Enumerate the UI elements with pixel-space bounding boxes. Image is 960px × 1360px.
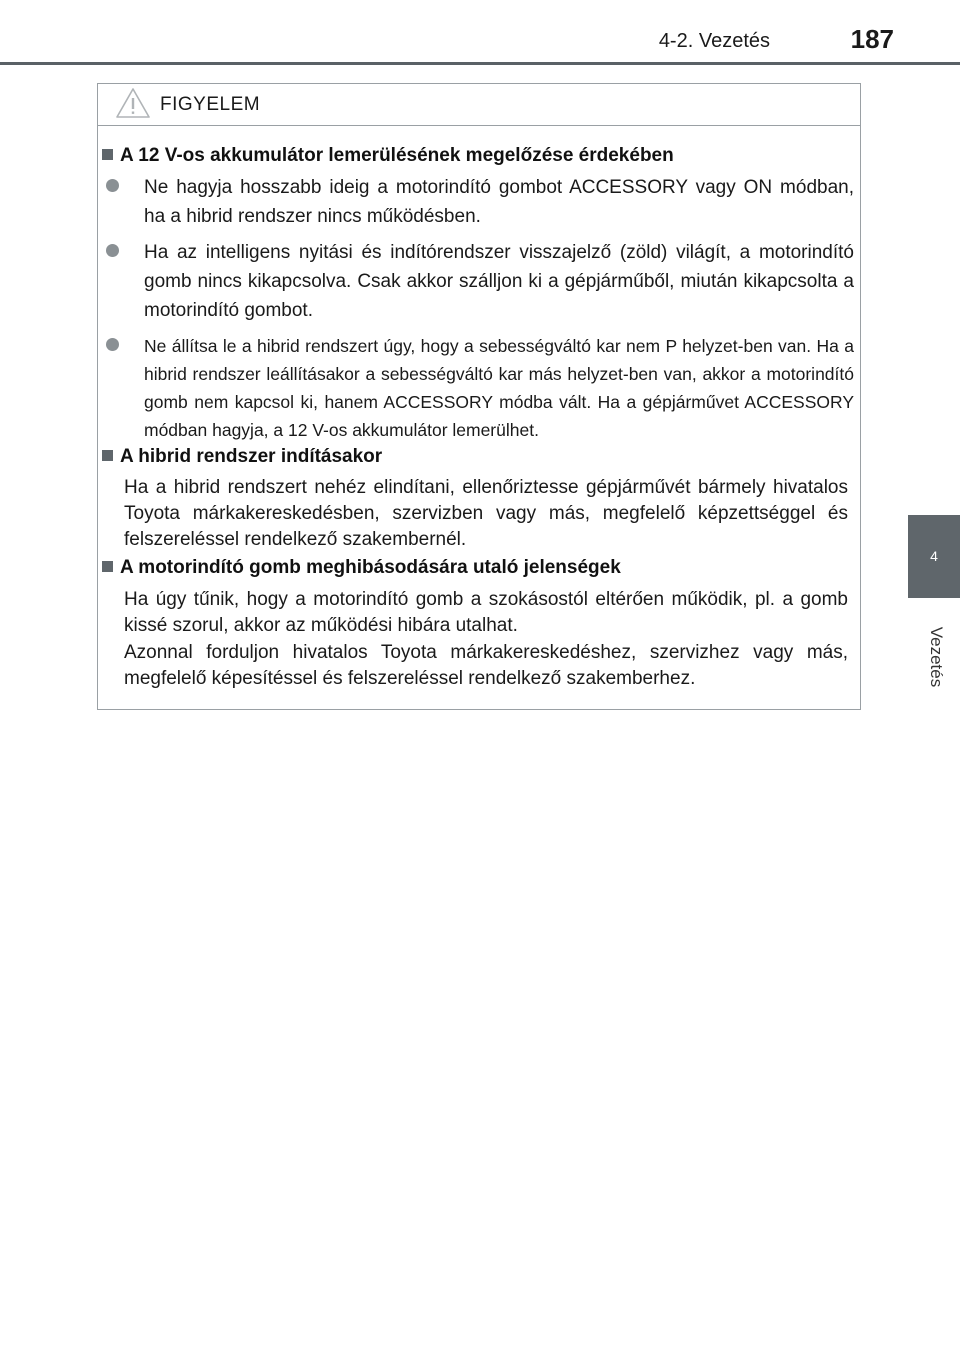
chapter-label: Vezetés (927, 626, 946, 688)
list-item (106, 238, 854, 325)
square-bullet-icon (102, 149, 113, 160)
warning-triangle-icon (115, 87, 151, 119)
page-number: 187 (850, 24, 894, 54)
list-item (106, 332, 854, 444)
section-heading-text: A 12 V-os akkumulátor lemerülésének megelőzése érdekében (120, 145, 674, 166)
list-item-text: Ha az intelligens nyitási és indítórendszer visszajelző (zöld) világít, a motorindító gomb nincs kikapcsolva. Csak akkor szálljon ki a gépjárműből, miután kikapcsolta a motorindító gombot. (144, 242, 854, 321)
page-header (0, 0, 960, 70)
warning-title: FIGYELEM (160, 94, 261, 115)
section-paragraph: Ha a hibrid rendszert nehéz elindítani, ellenőriztesse gépjárművét bármely hivatalos Toyota márkakereskedésben, szervizben vagy más, megfelelő képzettséggel és felszereléssel rendelkező szakembernél. (124, 477, 848, 550)
section-paragraph: Azonnal forduljon hivatalos Toyota márkakereskedéshez, szervizhez vagy más, megfelelő képesítéssel és felszereléssel rendelkező szakemberhez. (124, 642, 848, 689)
square-bullet-icon (102, 561, 113, 572)
section-heading-text: A motorindító gomb meghibásodására utaló jelenségek (120, 557, 621, 578)
round-bullet-icon (106, 179, 119, 192)
round-bullet-icon (106, 338, 119, 351)
section-heading (102, 446, 382, 468)
section-heading-text: A hibrid rendszer indításakor (120, 446, 383, 467)
section-title: 4-2. Vezetés (658, 30, 770, 52)
list-item-text: Ne állítsa le a hibrid rendszert úgy, hogy a sebességváltó kar nem P helyzet-ben van. Ha a hibrid rendszer leállításakor a sebességváltó kar más helyzet-ben van, akkor a motorindító gomb nem kapcsol ki, hanem ACCESSORY módba vált. Ha a gépjárművet ACCESSORY módban hagyja, a 12 V-os akkumulátor lemerülhet. (144, 336, 854, 440)
chapter-number: 4 (930, 548, 938, 564)
round-bullet-icon (106, 244, 119, 257)
list-item (106, 173, 854, 231)
square-bullet-icon (102, 450, 113, 461)
section-heading (102, 557, 621, 579)
warning-box (97, 83, 861, 710)
warning-header (98, 84, 860, 126)
chapter-tab[interactable] (908, 515, 960, 598)
section-paragraph: Ha úgy tűnik, hogy a motorindító gomb a szokásostól eltérően működik, pl. a gomb kissé szorul, akkor az működési hibára utalhat. (124, 589, 848, 636)
list-item-text: Ne hagyja hosszabb ideig a motorindító gombot ACCESSORY vagy ON módban, ha a hibrid rendszer nincs működésben. (144, 177, 854, 227)
section-heading (102, 145, 674, 167)
header-rule (0, 62, 960, 65)
